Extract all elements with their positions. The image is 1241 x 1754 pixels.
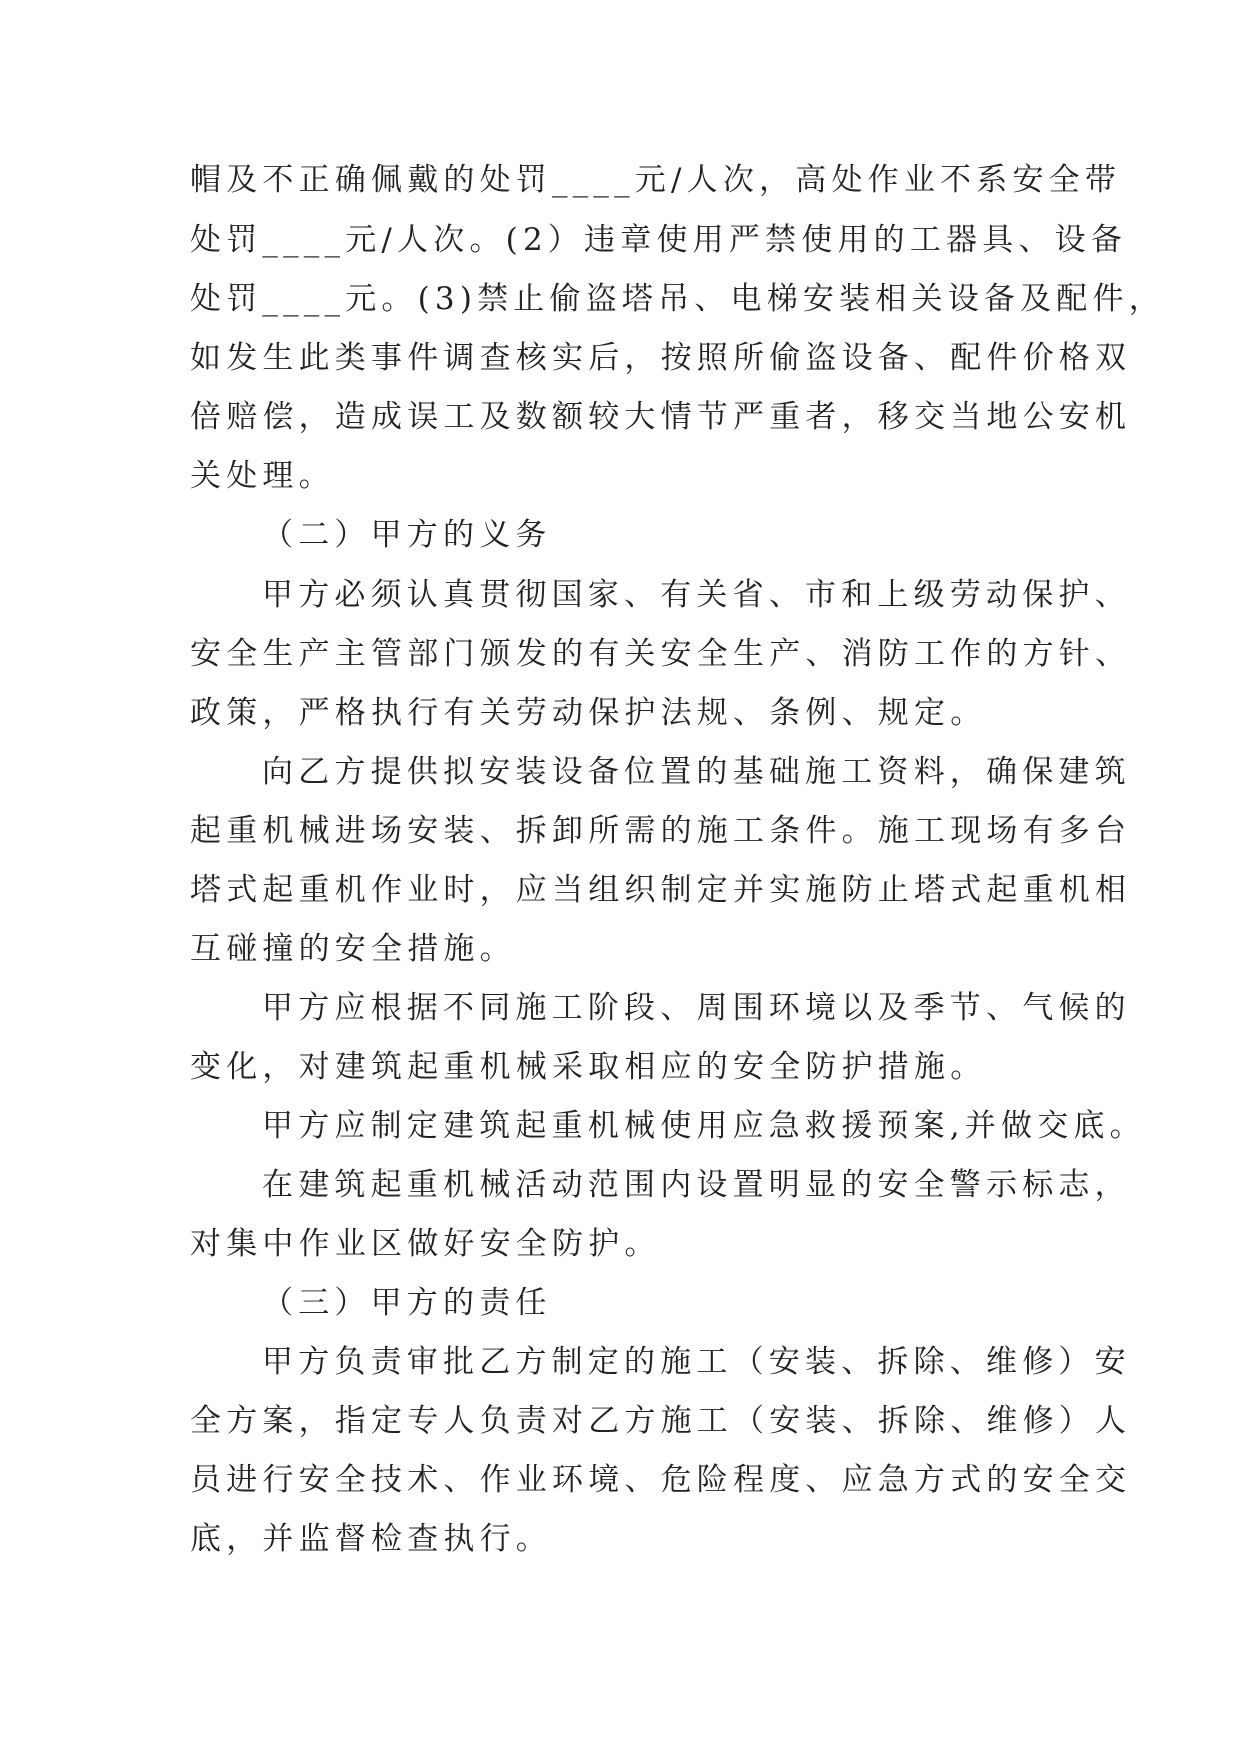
- text-line: 互碰撞的安全措施。: [190, 931, 516, 967]
- text-line: 全方案，指定专人负责对乙方施工（安装、拆除、维修）人: [190, 1403, 1132, 1439]
- section-heading: （三）甲方的责任: [262, 1285, 552, 1321]
- text-line: 塔式起重机作业时，应当组织制定并实施防止塔式起重机相: [190, 872, 1132, 908]
- text-line: 倍赔偿，造成误工及数额较大情节严重者，移交当地公安机: [190, 399, 1132, 435]
- text-line: 处罚____元。(3)禁止偷盗塔吊、电梯安装相关设备及配件，: [190, 281, 1165, 317]
- text-line: 政策，严格执行有关劳动保护法规、条例、规定。: [190, 695, 987, 731]
- paragraph-first-line: 甲方应制定建筑起重机械使用应急救援预案,并做交底。: [262, 1108, 1146, 1144]
- paragraph-first-line: 在建筑起重机械活动范围内设置明显的安全警示标志，: [262, 1167, 1131, 1203]
- text-line: 帽及不正确佩戴的处罚____元/人次，高处作业不系安全带: [190, 162, 1122, 198]
- text-line: 如发生此类事件调查核实后，按照所偷盗设备、配件价格双: [190, 340, 1132, 376]
- text-line: 底，并监督检查执行。: [190, 1521, 552, 1557]
- paragraph-first-line: 甲方应根据不同施工阶段、周围环境以及季节、气候的: [262, 990, 1131, 1026]
- text-line: 安全生产主管部门颁发的有关安全生产、消防工作的方针、: [190, 636, 1132, 672]
- text-line: 处罚____元/人次。(2）违章使用严禁使用的工器具、设备: [190, 222, 1128, 258]
- paragraph-first-line: 甲方负责审批乙方制定的施工（安装、拆除、维修）安: [262, 1344, 1131, 1380]
- text-line: 关处理。: [190, 458, 335, 494]
- text-line: 变化，对建筑起重机械采取相应的安全防护措施。: [190, 1049, 987, 1085]
- paragraph-first-line: 向乙方提供拟安装设备位置的基础施工资料，确保建筑: [262, 754, 1131, 790]
- text-line: 员进行安全技术、作业环境、危险程度、应急方式的安全交: [190, 1462, 1132, 1498]
- section-heading: （二）甲方的义务: [262, 517, 552, 553]
- text-line: 起重机械进场安装、拆卸所需的施工条件。施工现场有多台: [190, 813, 1132, 849]
- paragraph-first-line: 甲方必须认真贯彻国家、有关省、市和上级劳动保护、: [262, 577, 1131, 613]
- text-line: 对集中作业区做好安全防护。: [190, 1226, 661, 1262]
